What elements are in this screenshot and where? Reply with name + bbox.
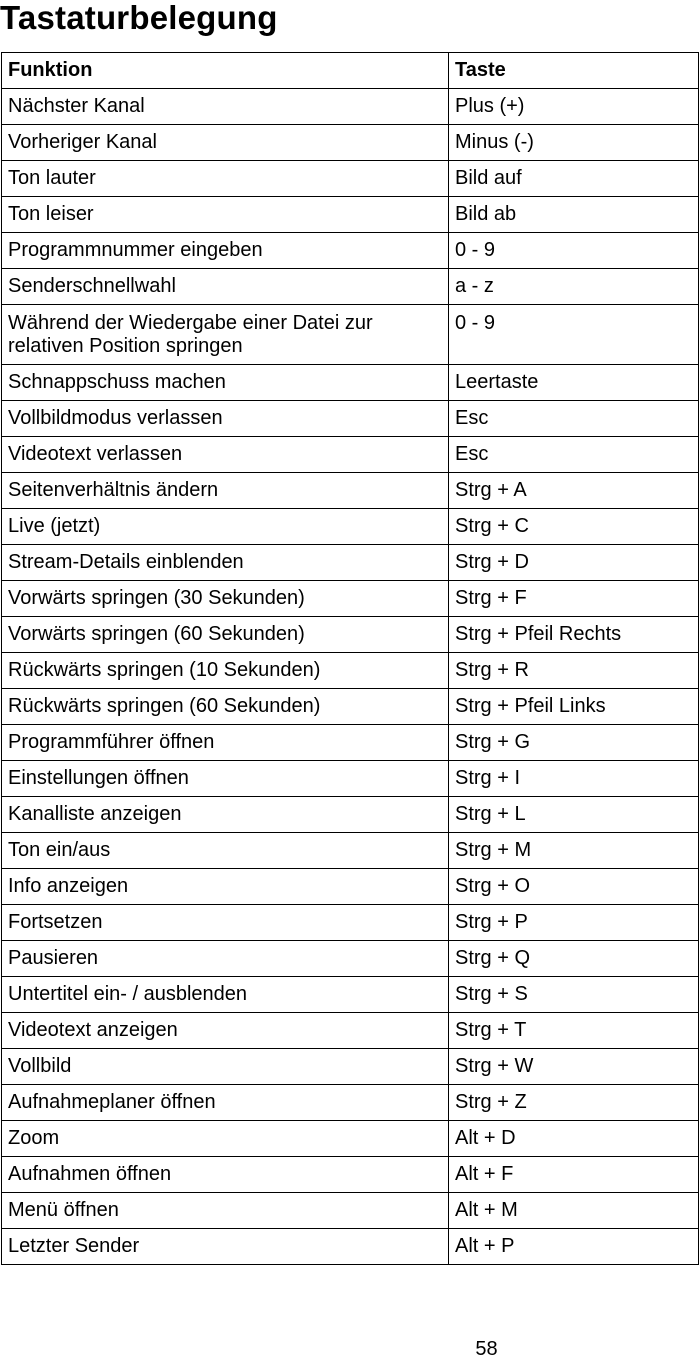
function-cell: Ton lauter [2,161,449,197]
table-row [2,161,699,197]
function-cell: Schnappschuss machen [2,365,449,401]
key-cell: Strg + A [449,473,699,509]
table-row [2,905,699,941]
key-cell: Leertaste [449,365,699,401]
table-row [2,1229,699,1265]
function-cell: Nächster Kanal [2,89,449,125]
table-row [2,305,699,365]
table-row [2,833,699,869]
function-cell: Ton leiser [2,197,449,233]
function-cell: Vollbildmodus verlassen [2,401,449,437]
keyboard-shortcut-table [1,52,699,1265]
table-row [2,977,699,1013]
function-cell: Ton ein/aus [2,833,449,869]
key-cell: Strg + M [449,833,699,869]
table-row [2,581,699,617]
table-row [2,1193,699,1229]
table-row [2,1157,699,1193]
key-cell: Alt + F [449,1157,699,1193]
function-cell: Rückwärts springen (10 Sekunden) [2,653,449,689]
table-row [2,941,699,977]
function-cell: Kanalliste anzeigen [2,797,449,833]
key-cell: 0 - 9 [449,233,699,269]
table-row [2,473,699,509]
table-row [2,725,699,761]
key-cell: Bild ab [449,197,699,233]
table-row [2,1049,699,1085]
table-header-row [2,53,699,89]
key-cell: Alt + D [449,1121,699,1157]
key-cell: Strg + I [449,761,699,797]
key-cell: Esc [449,437,699,473]
function-cell: Stream-Details einblenden [2,545,449,581]
key-cell: Strg + O [449,869,699,905]
page-number: 58 [475,1338,498,1360]
table-row [2,1085,699,1121]
key-cell: Strg + Q [449,941,699,977]
function-cell: Während der Wiedergabe einer Datei zur relativen Position springen [2,305,449,365]
table-row [2,509,699,545]
table-row [2,1013,699,1049]
function-cell: Untertitel ein- / ausblenden [2,977,449,1013]
key-cell: Bild auf [449,161,699,197]
function-cell: Programmführer öffnen [2,725,449,761]
table-row [2,1121,699,1157]
function-cell: Seitenverhältnis ändern [2,473,449,509]
key-cell: Strg + Pfeil Links [449,689,699,725]
function-cell: Zoom [2,1121,449,1157]
table-row [2,545,699,581]
function-cell: Pausieren [2,941,449,977]
function-cell: Aufnahmeplaner öffnen [2,1085,449,1121]
key-cell: Strg + D [449,545,699,581]
table-row [2,401,699,437]
key-cell: Strg + S [449,977,699,1013]
table-row [2,797,699,833]
key-cell: Esc [449,401,699,437]
function-cell: Programmnummer eingeben [2,233,449,269]
function-cell: Info anzeigen [2,869,449,905]
key-cell: a - z [449,269,699,305]
function-cell: Letzter Sender [2,1229,449,1265]
table-row [2,125,699,161]
table-row [2,653,699,689]
key-cell: 0 - 9 [449,305,699,365]
table-row [2,365,699,401]
function-cell: Fortsetzen [2,905,449,941]
column-header-key: Taste [449,53,699,89]
function-cell: Aufnahmen öffnen [2,1157,449,1193]
function-cell: Rückwärts springen (60 Sekunden) [2,689,449,725]
table-row [2,617,699,653]
key-cell: Strg + R [449,653,699,689]
function-cell: Menü öffnen [2,1193,449,1229]
function-cell: Senderschnellwahl [2,269,449,305]
table-row [2,89,699,125]
key-cell: Minus (-) [449,125,699,161]
table-row [2,689,699,725]
function-cell: Einstellungen öffnen [2,761,449,797]
key-cell: Strg + W [449,1049,699,1085]
table-row [2,437,699,473]
function-cell: Vorwärts springen (30 Sekunden) [2,581,449,617]
key-cell: Strg + Z [449,1085,699,1121]
key-cell: Strg + G [449,725,699,761]
key-cell: Strg + P [449,905,699,941]
function-cell: Videotext anzeigen [2,1013,449,1049]
function-cell: Vorwärts springen (60 Sekunden) [2,617,449,653]
function-cell: Vollbild [2,1049,449,1085]
key-cell: Strg + T [449,1013,699,1049]
table-row [2,197,699,233]
key-cell: Strg + Pfeil Rechts [449,617,699,653]
function-cell: Live (jetzt) [2,509,449,545]
key-cell: Strg + C [449,509,699,545]
page-title: Tastaturbelegung [0,0,278,36]
column-header-function: Funktion [2,53,449,89]
key-cell: Alt + M [449,1193,699,1229]
key-cell: Strg + L [449,797,699,833]
table-row [2,269,699,305]
table-row [2,761,699,797]
table-row [2,233,699,269]
function-cell: Videotext verlassen [2,437,449,473]
key-cell: Strg + F [449,581,699,617]
key-cell: Alt + P [449,1229,699,1265]
table-row [2,869,699,905]
table-body [2,89,699,1265]
key-cell: Plus (+) [449,89,699,125]
function-cell: Vorheriger Kanal [2,125,449,161]
